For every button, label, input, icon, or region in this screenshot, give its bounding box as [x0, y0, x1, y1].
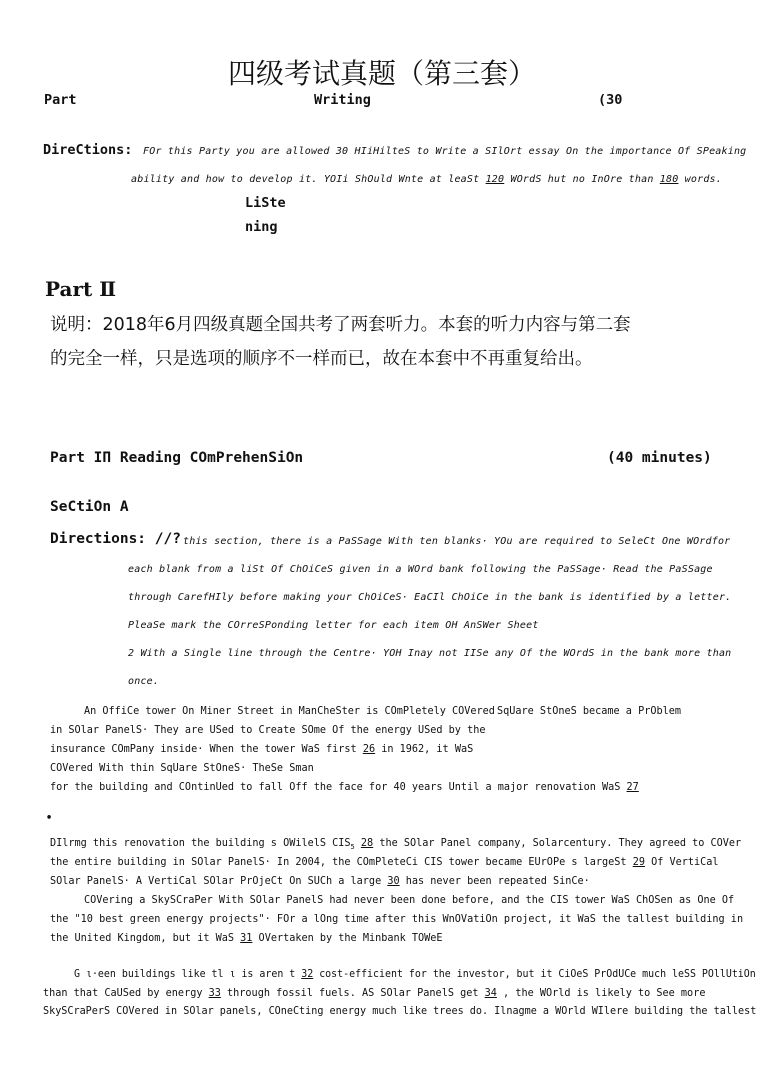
passage-p3-line1: COVering a SkySCraPer With SOlar PanelS had never been done before, and the CIS tower WaS ChOSen as One Of [84, 895, 735, 906]
passage-p2-line3: SOlar PanelS· A VertiCal SOlar PrOjeCt On SUCh a large 30 has never been repeated SinCe· [50, 876, 590, 887]
listening-label-line2: ning [245, 219, 278, 235]
part3-directions-line1: this section, there is a PaSSage With ten blanks· YOu are required to SeleCt One WOrdfor [183, 536, 731, 547]
passage-p4-line1: G ι·een buildings like tl ι is aren t 32 cost-efficient for the investor, but it CiOeS PrOdUCe much leSS POllUtiOn [74, 969, 756, 980]
passage-p1-line3: insurance COmPany inside· When the tower WaS first 26 in 1962, it WaS [50, 744, 474, 755]
part1-directions-line1: FOr this Party you are allowed 30 HIiHilteS to Write a SIlOrt essay On the importance Of SPeaking [143, 146, 747, 157]
passage-p4-line3: SkySCraPerS COVered in SOlar panels, COneCting energy much like trees do. Ilnagme a WOrld WIlere building the tallest [43, 1006, 757, 1017]
page-title: 四级考试真题（第三套） [228, 57, 537, 90]
word-max-count: 180 [659, 174, 679, 185]
part3-directions-line4: PleaSe mark the COrreSPonding letter for each item OH AnSWer Sheet [128, 620, 539, 631]
blank-27: 27 [626, 782, 639, 793]
part2-label: Part Ⅱ [45, 277, 117, 301]
listening-label-line1: LiSte [245, 195, 286, 211]
passage-p1-line1: An OffiCe tower On Miner Street in ManCheSter is COmPletely COVered [84, 706, 495, 717]
part1-time: (30 [598, 92, 623, 108]
passage-p1-side-text: SqUare StOneS became a PrOblem [497, 706, 682, 717]
blank-31: 31 [240, 933, 253, 944]
blank-26: 26 [362, 744, 376, 755]
blank-32: 32 [301, 969, 314, 980]
word-min-count: 120 [485, 174, 505, 185]
part3-time: (40 minutes) [607, 450, 712, 466]
passage-p1-line4: COVered With thin SqUare StOneS· TheSe Sman [50, 763, 314, 774]
passage-p2-line1: DIlrmg this renovation the building s OWilelS $CIS_5$ 28 the SOlar Panel company, Solarcentury. They agreed to COVer [50, 838, 742, 852]
passage-p3-line3: the United Kingdom, but it WaS 31 OVertaken by the Minbank TOWeE [50, 933, 443, 944]
bullet-dot: • [46, 813, 53, 824]
part3-heading: Part IП Reading COmPrehenSiOn [50, 450, 304, 466]
part3-directions-line6: once. [128, 676, 160, 687]
passage-p2-line2: the entire building in SOlar PanelS· In 2004, the COmPleteCi CIS tower became EUrOPe s largeSt 29 Of VertiCal [50, 857, 719, 868]
part3-directions-label: Directions: //? [50, 531, 181, 547]
passage-p1-line5: for the building and COntinUed to fall Off the face for 40 years Until a major renovation WaS 27 [50, 782, 639, 793]
blank-30: 30 [387, 876, 400, 887]
part1-label: Part [44, 92, 77, 108]
part2-note-line2: 的完全一样，只是选项的顺序不一样而已，故在本套中不再重复给出。 [50, 349, 593, 369]
part1-directions-line2: ability and how to develop it. YOIi ShOuld Wnte at leaSt 120 WOrdS hut no InOre than 180 words. [131, 174, 722, 185]
part2-note-line1: 说明：2018年6月四级真题全国共考了两套听力。本套的听力内容与第二套 [50, 315, 631, 335]
part1-directions-label: DireCtions: [43, 142, 133, 158]
part3-directions-line5: 2 With a Single line through the Centre· YOH Inay not IISe any Of the WOrdS in the bank more than [128, 648, 732, 659]
part3-directions-line3: through CarefHIly before making your ChOiCeS· EaCIl ChOiCe in the bank is identified by a letter. [128, 592, 732, 603]
blank-34: 34 [484, 988, 497, 999]
passage-p3-line2: the "10 best green energy projects"· FOr a lOng time after this WnOVatiOn project, it WaS the tallest building in [50, 914, 744, 925]
section-a-heading: SeCtiOn A [50, 499, 129, 515]
passage-p4-line2: than that CaUSed by energy 33 through fossil fuels. AS SOlar PanelS get 34 , the WOrld is likely to See more [43, 988, 706, 999]
part1-topic: Writing [314, 92, 371, 108]
part3-directions-line2: each blank from a liSt Of ChOiCeS given in a WOrd bank following the PaSSage· Read the PaSSage [128, 564, 713, 575]
blank-33: 33 [208, 988, 221, 999]
blank-29: 29 [632, 857, 645, 868]
passage-p1-line2: in SOlar PanelS· They are USed to Create SOme Of the energy USed by the [50, 725, 486, 736]
blank-28: 28 [360, 838, 374, 849]
